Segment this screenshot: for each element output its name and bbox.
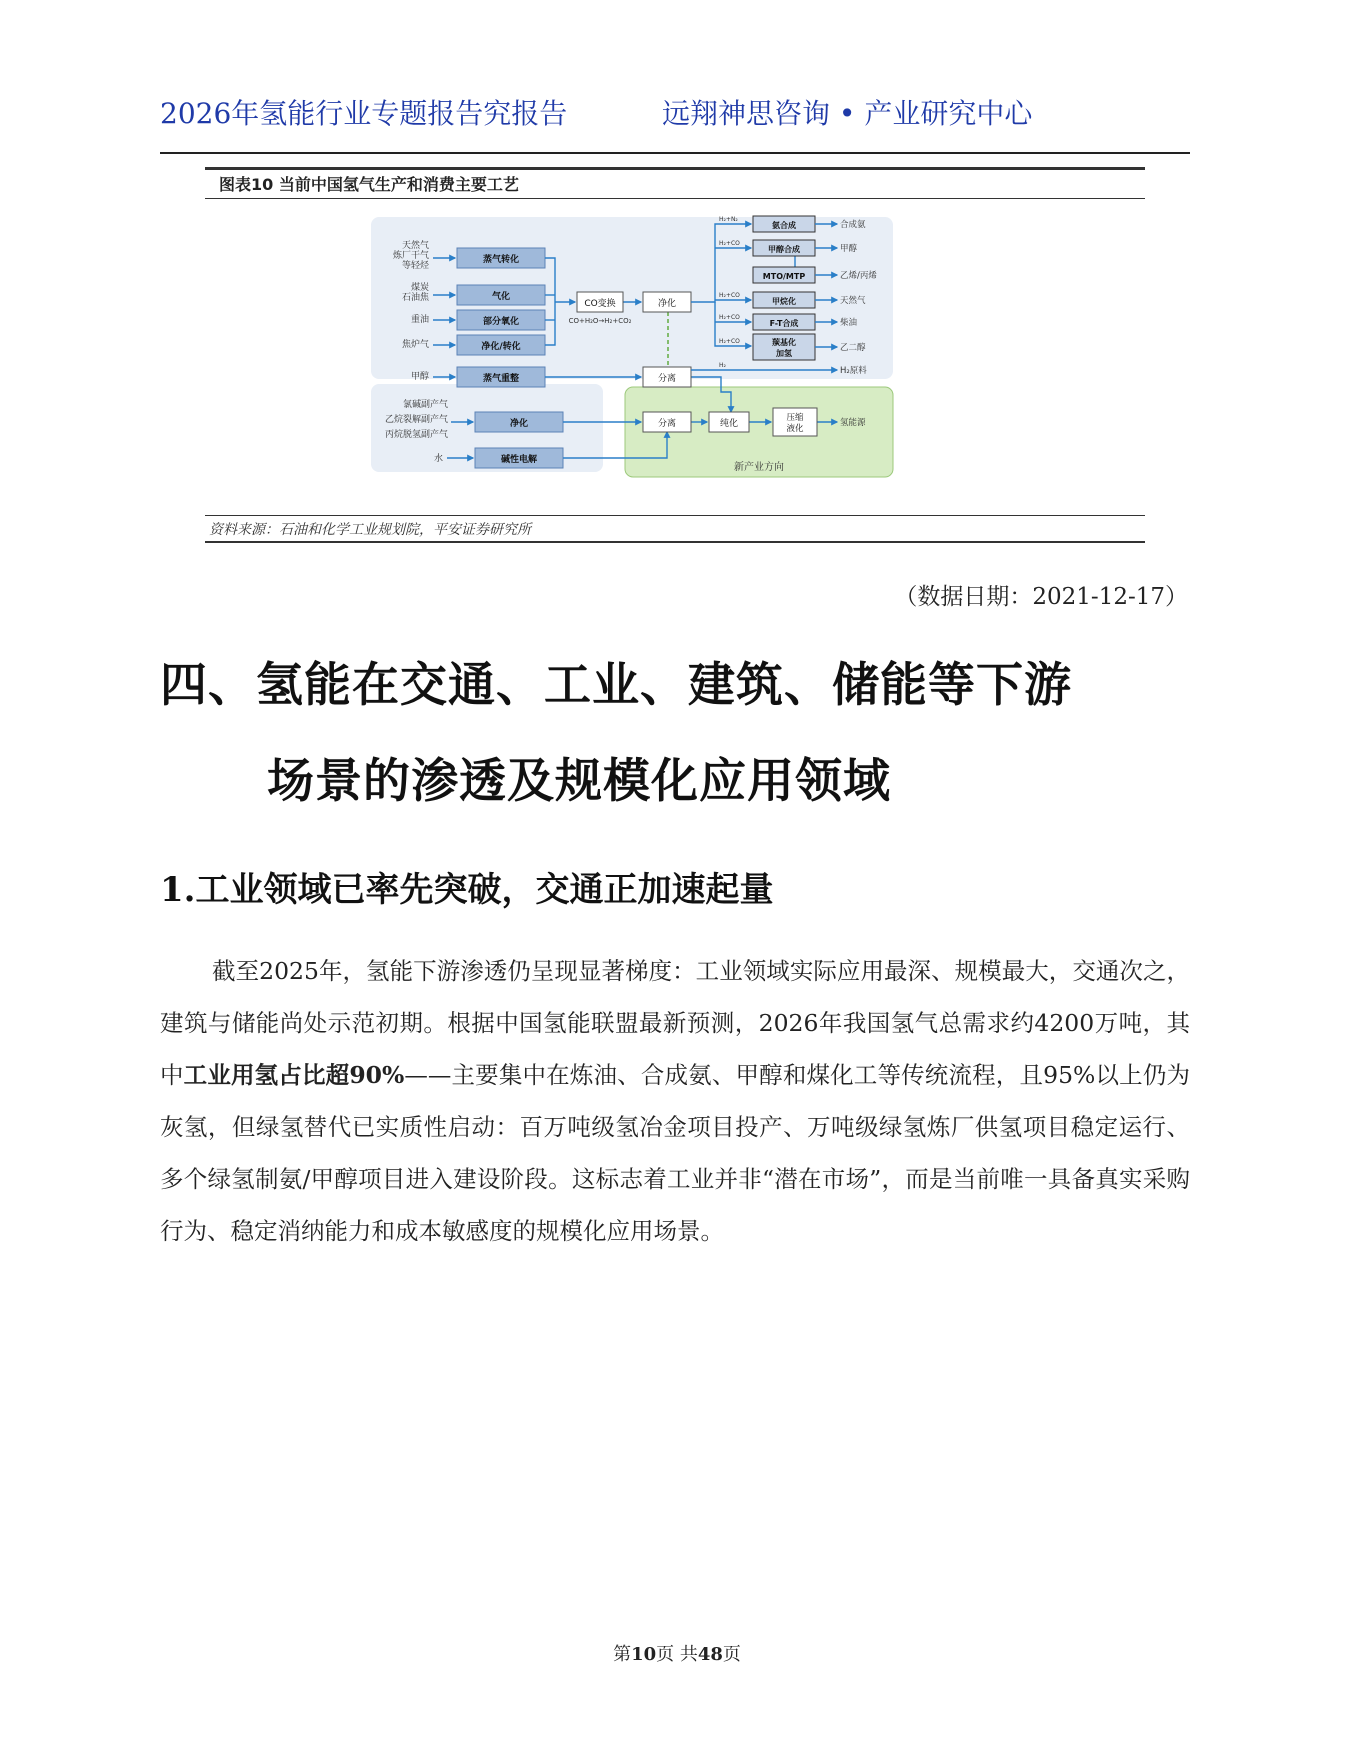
- gas-tag: H₂+CO: [719, 240, 740, 247]
- data-date-note: （数据日期：2021-12-17）: [894, 584, 1188, 610]
- header-publisher: 远翔神思咨询 • 产业研究中心: [662, 97, 1033, 130]
- synth-label: 甲醇合成: [768, 245, 800, 254]
- footer-prefix: 第: [613, 1644, 632, 1665]
- paragraph-text-1: 截至2025年，氢能下游渗透仍呈现显著梯度：工业领域实际应用最深、规模最大，交通次之，建筑与储能尚处示范初期。根据中国氢能联盟最新预测，2026年我国氢气总需求约4200万吨，其中: [160, 957, 1190, 1089]
- synth-label: MTO/MTP: [762, 272, 806, 281]
- figure-rule-mid: [205, 198, 1145, 199]
- body-paragraph: [160, 945, 1190, 1257]
- product-label: 乙烯/丙烯: [840, 271, 877, 281]
- process-label: 气化: [491, 292, 511, 302]
- co-shift-label: CO变换: [584, 299, 616, 309]
- gas-tag: H₂+CO: [719, 338, 740, 345]
- input-label: 氯碱副产气: [402, 400, 448, 410]
- gas-tag: H₂+CO: [719, 292, 740, 299]
- product-label: 合成氨: [840, 220, 866, 230]
- separation-label-new: 分离: [657, 419, 677, 429]
- co-shift-formula: CO+H₂O→H₂+CO₂: [568, 317, 632, 325]
- figure-title: 图表10 当前中国氢气生产和消费主要工艺: [219, 175, 519, 194]
- compress-label: 压缩: [786, 413, 804, 423]
- process-label: 蒸气重整: [482, 374, 520, 384]
- separation-label: 分离: [657, 374, 677, 384]
- input-label: 甲醇: [410, 372, 429, 382]
- paragraph-bold-text: 工业用氢占比超90%: [183, 1061, 405, 1089]
- gas-tag: H₂+N₂: [719, 216, 738, 223]
- figure-rule-bottom: [205, 515, 1145, 516]
- product-label: 乙二醇: [840, 343, 866, 353]
- header-report-title: 2026年氢能行业专题报告究报告: [160, 97, 568, 130]
- process-label: 部分氧化: [482, 317, 520, 327]
- input-label: 石油焦: [401, 293, 429, 303]
- footer-page-number: 10: [631, 1644, 657, 1665]
- liquefy-label: 液化: [786, 424, 804, 434]
- input-label: 水: [433, 454, 443, 464]
- product-label: 柴油: [840, 318, 858, 328]
- footer-suffix: 页: [722, 1644, 741, 1665]
- synth-label: 羰基化: [772, 338, 796, 347]
- synth-label: F-T合成: [769, 319, 799, 328]
- input-label: 焦炉气: [401, 340, 429, 350]
- synth-label: 氨合成: [772, 221, 796, 230]
- paragraph-text-2: ——主要集中在炼油、合成氨、甲醇和煤化工等传统流程，且95%以上仍为灰氢，但绿氢替代已实质性启动：百万吨级氢冶金项目投产、万吨级绿氢炼厂供氢项目稳定运行、多个绿氢制氨/甲醇项目进入建设阶段。这标志着工业并非“潜在市场”，而是当前唯一具备真实采购行为、稳定消纳能力和成本敏感度的规模化应用场景。: [160, 1061, 1191, 1245]
- figure-rule-end: [205, 541, 1145, 543]
- figure-rule-top: [205, 167, 1145, 170]
- synth-label: 加氢: [776, 349, 792, 358]
- figure-10: [205, 167, 1145, 544]
- subsection-heading: 1.工业领域已率先突破，交通正加速起量: [160, 870, 774, 910]
- input-label: 炼厂干气: [392, 251, 429, 261]
- process-label: 净化/转化: [481, 342, 521, 352]
- gas-tag: H₂: [719, 362, 726, 369]
- process-label: 净化: [509, 419, 529, 429]
- purify-label: 净化: [657, 299, 677, 309]
- product-label: 氢能源: [840, 418, 866, 428]
- section-heading-line1: 四、氢能在交通、工业、建筑、储能等下游: [160, 658, 1072, 713]
- product-label: 天然气: [840, 296, 866, 306]
- process-label: 碱性电解: [500, 455, 538, 465]
- input-label: 等轻烃: [401, 261, 429, 271]
- product-label: 甲醇: [840, 244, 858, 254]
- section-heading-line2: 场景的渗透及规模化应用领域: [267, 754, 891, 809]
- footer-mid: 页 共: [656, 1644, 698, 1665]
- zone-new-industry-label: 新产业方向: [734, 462, 784, 473]
- figure-source: 资料来源：石油和化学工业规划院，平安证券研究所: [209, 522, 531, 538]
- input-label: 天然气: [401, 241, 429, 251]
- gas-tag: H₂+CO: [719, 314, 740, 321]
- hydrogen-process-diagram: [371, 212, 971, 507]
- running-header: [160, 92, 1190, 132]
- input-label: 重油: [410, 315, 429, 325]
- input-label: 乙烷裂解副产气: [384, 415, 448, 425]
- synth-label: 甲烷化: [772, 297, 796, 306]
- process-label: 蒸气转化: [482, 255, 520, 265]
- input-label: 丙烷脱氢副产气: [384, 430, 448, 440]
- header-rule: [160, 152, 1190, 154]
- page-footer: [0, 1640, 1354, 1666]
- purification-label: 纯化: [719, 419, 739, 429]
- product-label: H₂原料: [840, 366, 867, 376]
- input-label: 煤炭: [410, 283, 429, 293]
- footer-total-pages: 48: [697, 1644, 723, 1665]
